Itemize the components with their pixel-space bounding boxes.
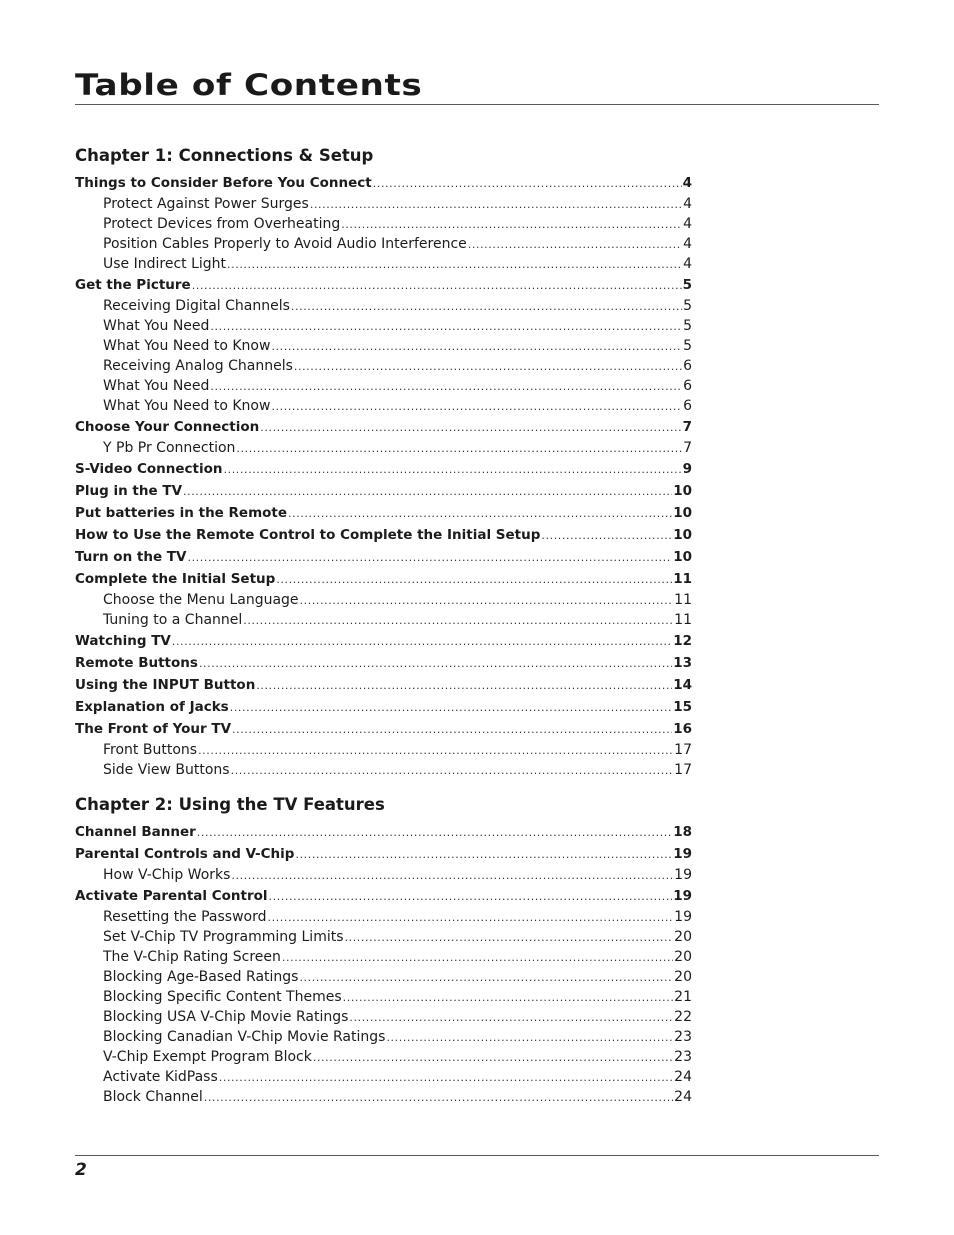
toc-section-entry (75, 416, 692, 438)
toc-entry-page: 18 (673, 824, 692, 840)
toc-section-entry (75, 502, 692, 524)
toc-entry-page: 11 (674, 612, 692, 628)
toc-entry-page: 20 (674, 949, 692, 965)
toc-dot-leader (192, 275, 682, 296)
toc-dot-leader (313, 1048, 673, 1067)
toc-dot-leader (343, 988, 674, 1007)
toc-entry-title: Receiving Analog Channels (103, 358, 293, 374)
toc-dot-leader (197, 822, 672, 843)
toc-subsection-entry (75, 1047, 692, 1067)
toc-subsection-entry (75, 1007, 692, 1027)
toc-dot-leader (271, 337, 682, 356)
toc-entry-title: Explanation of Jacks (75, 699, 229, 715)
toc-dot-leader (271, 397, 682, 416)
toc-entry-title: Activate KidPass (103, 1069, 218, 1085)
toc-dot-leader (236, 439, 682, 458)
toc-dot-leader (210, 317, 682, 336)
toc-entry-title: Blocking Canadian V-Chip Movie Ratings (103, 1029, 386, 1045)
toc-section-entry (75, 568, 692, 590)
toc-entry-title: Parental Controls and V-Chip (75, 846, 295, 862)
toc-section-entry (75, 546, 692, 568)
toc-entry-title: What You Need (103, 378, 210, 394)
toc-section-entry (75, 718, 692, 740)
toc-dot-leader (269, 886, 673, 907)
toc-entry-page: 10 (673, 527, 692, 543)
toc-subsection-entry (75, 590, 692, 610)
chapter-2-heading: Chapter 2: Using the TV Features (75, 795, 385, 814)
toc-dot-leader (224, 459, 682, 480)
toc-entry-title: Protect Devices from Overheating (103, 216, 341, 232)
toc-entry-page: 24 (674, 1089, 692, 1105)
toc-entry-page: 24 (674, 1069, 692, 1085)
toc-section-entry (75, 821, 692, 843)
toc-entry-page: 10 (673, 505, 692, 521)
toc-entry-title: Side View Buttons (103, 762, 230, 778)
toc-subsection-entry (75, 760, 692, 780)
toc-entry-page: 17 (674, 742, 692, 758)
toc-section-entry (75, 524, 692, 546)
toc-entry-page: 9 (682, 461, 692, 477)
toc-dot-leader (294, 357, 682, 376)
toc-entry-title: Set V-Chip TV Programming Limits (103, 929, 344, 945)
toc-entry-title: The Front of Your TV (75, 721, 232, 737)
toc-entry-title: How to Use the Remote Control to Complete the Initial Setup (75, 527, 541, 543)
toc-entry-page: 7 (683, 440, 692, 456)
toc-entry-title: What You Need (103, 318, 210, 334)
toc-entry-title: S-Video Connection (75, 461, 223, 477)
toc-section-entry (75, 674, 692, 696)
toc-section-entry (75, 843, 692, 865)
toc-entry-page: 6 (683, 398, 692, 414)
toc-entry-title: Blocking USA V-Chip Movie Ratings (103, 1009, 349, 1025)
toc-section-entry (75, 172, 692, 194)
toc-dot-leader (210, 377, 682, 396)
toc-entry-title: The V-Chip Rating Screen (103, 949, 281, 965)
toc-subsection-entry (75, 194, 692, 214)
toc-section-entry (75, 480, 692, 502)
toc-dot-leader (468, 235, 682, 254)
toc-dot-leader (243, 611, 673, 630)
toc-entry-page: 5 (683, 318, 692, 334)
footer-rule (75, 1155, 879, 1156)
toc-entry-page: 23 (674, 1049, 692, 1065)
toc-entry-title: Complete the Initial Setup (75, 571, 276, 587)
toc-subsection-entry (75, 356, 692, 376)
toc-dot-leader (295, 844, 672, 865)
toc-entry-title: Watching TV (75, 633, 171, 649)
toc-entry-page: 19 (674, 909, 692, 925)
toc-entry-title: Block Channel (103, 1089, 203, 1105)
toc-entry-page: 21 (674, 989, 692, 1005)
toc-entry-page: 19 (673, 888, 692, 904)
toc-entry-page: 5 (682, 277, 692, 293)
toc-entry-page: 22 (674, 1009, 692, 1025)
chapter-1-entries (75, 172, 692, 780)
toc-entry-title: Protect Against Power Surges (103, 196, 309, 212)
toc-subsection-entry (75, 907, 692, 927)
toc-section-entry (75, 274, 692, 296)
toc-subsection-entry (75, 254, 692, 274)
toc-subsection-entry (75, 336, 692, 356)
toc-entry-title: Tuning to a Channel (103, 612, 243, 628)
toc-entry-page: 19 (673, 846, 692, 862)
toc-dot-leader (299, 968, 673, 987)
toc-dot-leader (349, 1008, 673, 1027)
toc-entry-title: Use Indirect Light (103, 256, 227, 272)
toc-entry-title: What You Need to Know (103, 398, 271, 414)
toc-entry-title: Plug in the TV (75, 483, 183, 499)
toc-subsection-entry (75, 967, 692, 987)
toc-entry-title: Resetting the Password (103, 909, 267, 925)
toc-entry-page: 12 (673, 633, 692, 649)
toc-entry-title: Turn on the TV (75, 549, 187, 565)
toc-dot-leader (300, 591, 674, 610)
page-number: 2 (75, 1160, 87, 1180)
toc-dot-leader (227, 255, 682, 274)
toc-dot-leader (219, 1068, 673, 1087)
toc-entry-title: V-Chip Exempt Program Block (103, 1049, 312, 1065)
toc-entry-title: Blocking Age-Based Ratings (103, 969, 299, 985)
toc-dot-leader (276, 569, 672, 590)
toc-dot-leader (230, 697, 672, 718)
toc-entry-title: Activate Parental Control (75, 888, 268, 904)
toc-dot-leader (172, 631, 672, 652)
toc-dot-leader (183, 481, 672, 502)
toc-entry-page: 11 (673, 571, 692, 587)
toc-entry-page: 14 (673, 677, 692, 693)
toc-entry-page: 16 (673, 721, 692, 737)
toc-dot-leader (231, 866, 673, 885)
toc-dot-leader (231, 761, 674, 780)
toc-entry-title: Using the INPUT Button (75, 677, 256, 693)
toc-entry-page: 15 (673, 699, 692, 715)
toc-entry-page: 23 (674, 1029, 692, 1045)
toc-subsection-entry (75, 396, 692, 416)
toc-entry-page: 5 (683, 338, 692, 354)
toc-entry-page: 4 (683, 196, 692, 212)
toc-dot-leader (256, 675, 672, 696)
toc-entry-title: Receiving Digital Channels (103, 298, 290, 314)
toc-entry-page: 17 (674, 762, 692, 778)
toc-entry-title: Channel Banner (75, 824, 196, 840)
toc-entry-title: Things to Consider Before You Connect (75, 175, 372, 191)
page-title: Table of Contents (75, 68, 423, 102)
toc-entry-page: 7 (682, 419, 692, 435)
toc-dot-leader (187, 547, 672, 568)
toc-entry-title: Position Cables Properly to Avoid Audio Interference (103, 236, 467, 252)
toc-dot-leader (541, 525, 672, 546)
toc-subsection-entry (75, 376, 692, 396)
toc-dot-leader (341, 215, 682, 234)
toc-dot-leader (260, 417, 681, 438)
toc-entry-page: 11 (674, 592, 692, 608)
toc-entry-page: 6 (683, 378, 692, 394)
toc-subsection-entry (75, 234, 692, 254)
toc-dot-leader (386, 1028, 673, 1047)
title-rule (75, 104, 879, 105)
toc-entry-title: Get the Picture (75, 277, 191, 293)
toc-section-entry (75, 885, 692, 907)
toc-entry-page: 19 (674, 867, 692, 883)
toc-subsection-entry (75, 296, 692, 316)
toc-entry-page: 10 (673, 483, 692, 499)
toc-dot-leader (291, 297, 682, 316)
toc-entry-title: Blocking Specific Content Themes (103, 989, 342, 1005)
toc-subsection-entry (75, 214, 692, 234)
toc-entry-title: Put batteries in the Remote (75, 505, 288, 521)
toc-entry-title: What You Need to Know (103, 338, 271, 354)
toc-entry-page: 20 (674, 969, 692, 985)
toc-entry-title: Y Pb Pr Connection (103, 440, 236, 456)
toc-dot-leader (199, 653, 672, 674)
toc-section-entry (75, 652, 692, 674)
toc-entry-page: 4 (683, 236, 692, 252)
chapter-1-heading: Chapter 1: Connections & Setup (75, 146, 374, 165)
toc-dot-leader (373, 173, 682, 194)
toc-subsection-entry (75, 927, 692, 947)
toc-dot-leader (282, 948, 673, 967)
toc-section-entry (75, 630, 692, 652)
toc-subsection-entry (75, 1067, 692, 1087)
toc-entry-title: Choose the Menu Language (103, 592, 299, 608)
toc-dot-leader (310, 195, 682, 214)
toc-entry-title: How V-Chip Works (103, 867, 231, 883)
toc-subsection-entry (75, 987, 692, 1007)
toc-dot-leader (268, 908, 674, 927)
toc-entry-title: Choose Your Connection (75, 419, 260, 435)
toc-subsection-entry (75, 865, 692, 885)
toc-dot-leader (345, 928, 674, 947)
toc-subsection-entry (75, 740, 692, 760)
toc-entry-page: 4 (682, 175, 692, 191)
toc-entry-title: Remote Buttons (75, 655, 198, 671)
toc-entry-page: 10 (673, 549, 692, 565)
toc-subsection-entry (75, 610, 692, 630)
toc-section-entry (75, 696, 692, 718)
toc-dot-leader (288, 503, 672, 524)
toc-dot-leader (198, 741, 673, 760)
toc-subsection-entry (75, 438, 692, 458)
toc-entry-title: Front Buttons (103, 742, 198, 758)
chapter-2-entries (75, 821, 692, 1107)
toc-subsection-entry (75, 316, 692, 336)
toc-subsection-entry (75, 1087, 692, 1107)
toc-subsection-entry (75, 947, 692, 967)
toc-entry-page: 13 (673, 655, 692, 671)
toc-entry-page: 5 (683, 298, 692, 314)
toc-subsection-entry (75, 1027, 692, 1047)
toc-dot-leader (204, 1088, 673, 1107)
toc-entry-page: 20 (674, 929, 692, 945)
toc-section-entry (75, 458, 692, 480)
toc-entry-page: 4 (683, 256, 692, 272)
toc-dot-leader (232, 719, 672, 740)
toc-entry-page: 4 (683, 216, 692, 232)
toc-entry-page: 6 (683, 358, 692, 374)
